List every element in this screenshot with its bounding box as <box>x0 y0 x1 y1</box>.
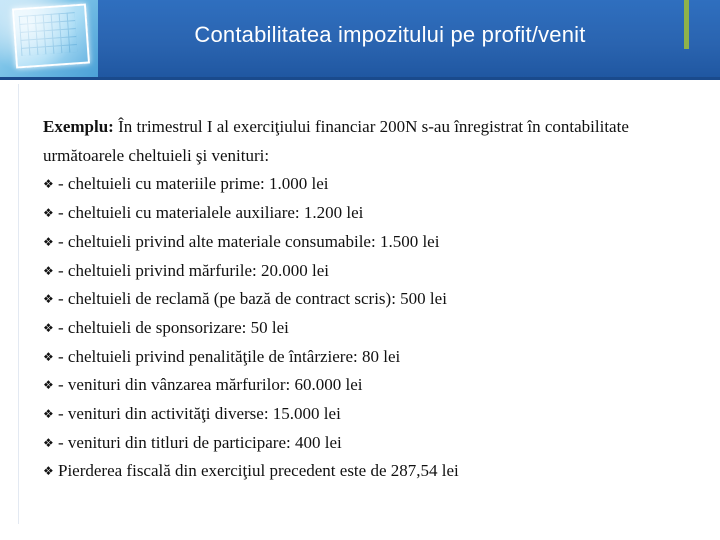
list-item <box>43 170 693 199</box>
list-item-text: - cheltuieli cu materialele auxiliare: 1.200 lei <box>58 203 364 223</box>
list-item <box>43 199 693 228</box>
left-divider <box>18 84 19 524</box>
list-item <box>43 429 693 458</box>
list-item <box>43 371 693 400</box>
bullet-icon: ❖ <box>43 464 54 479</box>
bullet-icon: ❖ <box>43 378 54 393</box>
list-item-text: - cheltuieli de reclamă (pe bază de contract scris): 500 lei <box>58 289 447 309</box>
slide-content <box>43 113 693 486</box>
slide-title: Contabilitatea impozitului pe profit/venit <box>194 22 586 47</box>
list-item <box>43 457 693 486</box>
list-item-text: - venituri din activităţi diverse: 15.000 lei <box>58 404 341 424</box>
bullet-icon: ❖ <box>43 263 54 278</box>
bullet-icon: ❖ <box>43 206 54 221</box>
list-item-text: - cheltuieli de sponsorizare: 50 lei <box>58 317 289 337</box>
intro-paragraph <box>43 113 693 170</box>
list-item <box>43 314 693 343</box>
list-item <box>43 400 693 429</box>
list-item-text: - cheltuieli privind alte materiale consumabile: 1.500 lei <box>58 231 440 251</box>
list-item <box>43 285 693 314</box>
glare-overlay <box>0 0 98 80</box>
bullet-icon: ❖ <box>43 234 54 249</box>
slide-header <box>0 0 720 80</box>
intro-text: În trimestrul I al exerciţiului financiar 200N s-au înregistrat în contabilitate următoarele cheltuieli şi venituri: <box>43 117 629 165</box>
bullet-icon: ❖ <box>43 292 54 307</box>
list-item-text: - venituri din vânzarea mărfurilor: 60.000 lei <box>58 375 363 395</box>
list-item-text: - venituri din titluri de participare: 400 lei <box>58 432 342 452</box>
accent-bar <box>684 0 689 49</box>
list-item <box>43 228 693 257</box>
list-item-text: - cheltuieli privind penalităţile de întârziere: 80 lei <box>58 346 401 366</box>
bullet-icon: ❖ <box>43 349 54 364</box>
bullet-icon: ❖ <box>43 407 54 422</box>
list-item <box>43 343 693 372</box>
list-item-text: Pierderea fiscală din exerciţiul precedent este de 287,54 lei <box>58 461 459 481</box>
monitor-image <box>0 0 98 80</box>
list-item-text: - cheltuieli cu materiile prime: 1.000 lei <box>58 174 329 194</box>
intro-label: Exemplu: <box>43 117 114 136</box>
bullet-icon: ❖ <box>43 320 54 335</box>
list-item <box>43 257 693 286</box>
bullet-icon: ❖ <box>43 435 54 450</box>
bullet-icon: ❖ <box>43 177 54 192</box>
list-item-text: - cheltuieli privind mărfurile: 20.000 lei <box>58 260 329 280</box>
